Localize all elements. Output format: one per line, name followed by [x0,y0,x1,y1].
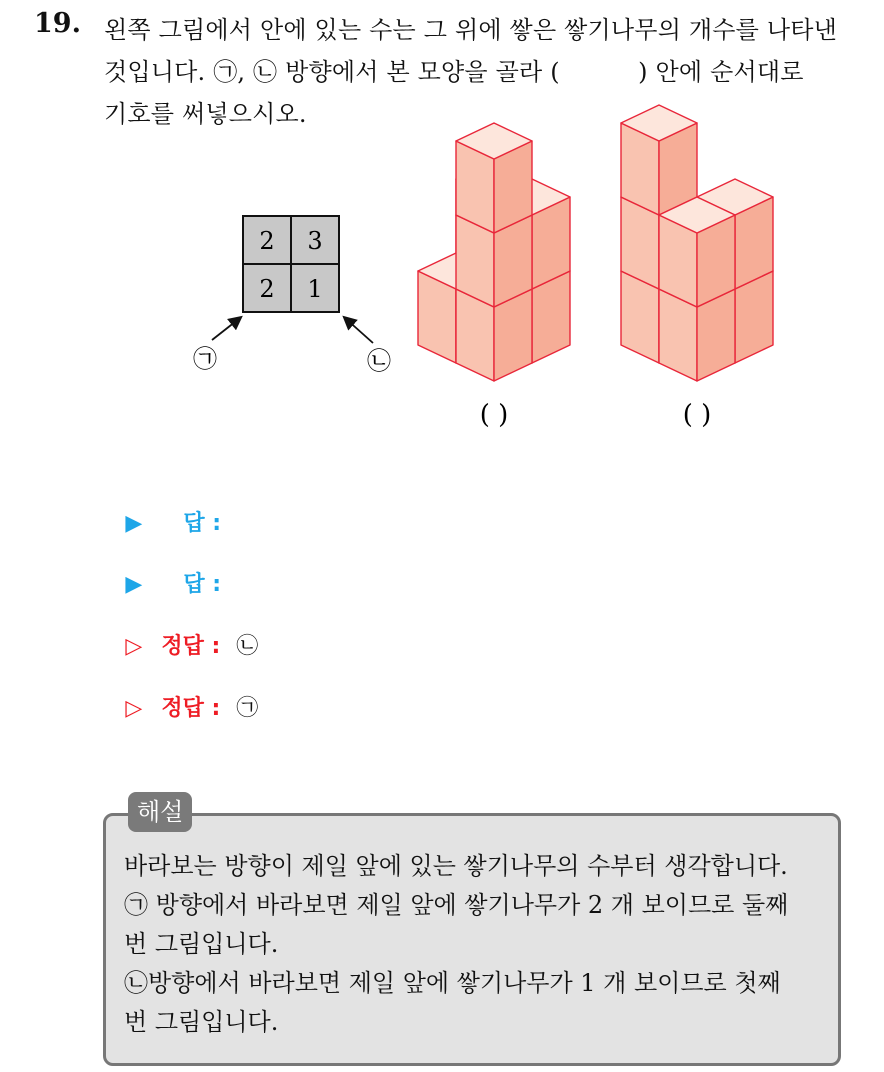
direction-label-left: ㉠ [193,345,217,373]
question-number: 19. [34,8,81,39]
answer-row-4: ▷ 정답 : ㉠ [125,696,259,721]
play-triangle-icon: ▶ [125,572,143,597]
cube-stack-first [418,123,570,381]
answer-row-3: ▷ 정답 : ㉡ [125,634,259,659]
grid-cell-top-right: 3 [307,227,323,255]
solution-line-5: 번 그림입니다. [124,1008,279,1036]
solution-line-4: ㉡방향에서 바라보면 제일 앞에 쌓기나무가 1 개 보이므로 첫째 [124,969,781,997]
question-text-line-3: 기호를 써넣으시오. [104,100,307,128]
outline-triangle-icon: ▷ [125,696,143,721]
solution-line-2: ㉠ 방향에서 바라보면 제일 앞에 쌓기나무가 2 개 보이므로 둘째 [124,891,789,919]
arrow-left-icon [212,318,240,340]
arrow-right-icon [345,318,373,343]
answer-row-1: ▶ 답 : [125,511,222,536]
solution-line-3: 번 그림입니다. [124,930,279,958]
figure [0,0,884,460]
question-text-line-2: 것입니다. ㉠, ㉡ 방향에서 본 모양을 골라 ( ) 안에 순서대로 [104,58,804,86]
answer-blank-second: ( ) [682,400,712,430]
solution-line-1: 바라보는 방향이 제일 앞에 있는 쌓기나무의 수부터 생각합니다. [124,852,788,880]
question-text-line-1: 왼쪽 그림에서 안에 있는 수는 그 위에 쌓은 쌓기나무의 개수를 나타낸 [104,16,838,44]
plan-grid [243,216,339,312]
answer-row-2: ▶ 답 : [125,572,222,597]
direction-label-right: ㉡ [367,347,391,375]
play-triangle-icon: ▶ [125,511,143,536]
grid-cell-top-left: 2 [259,227,275,255]
answer-blank-first: ( ) [479,400,509,430]
solution-tag: 해설 [128,792,192,832]
cube-stack-second [621,105,773,381]
grid-cell-bottom-right: 1 [307,275,323,303]
outline-triangle-icon: ▷ [125,634,143,659]
grid-cell-bottom-left: 2 [259,275,275,303]
